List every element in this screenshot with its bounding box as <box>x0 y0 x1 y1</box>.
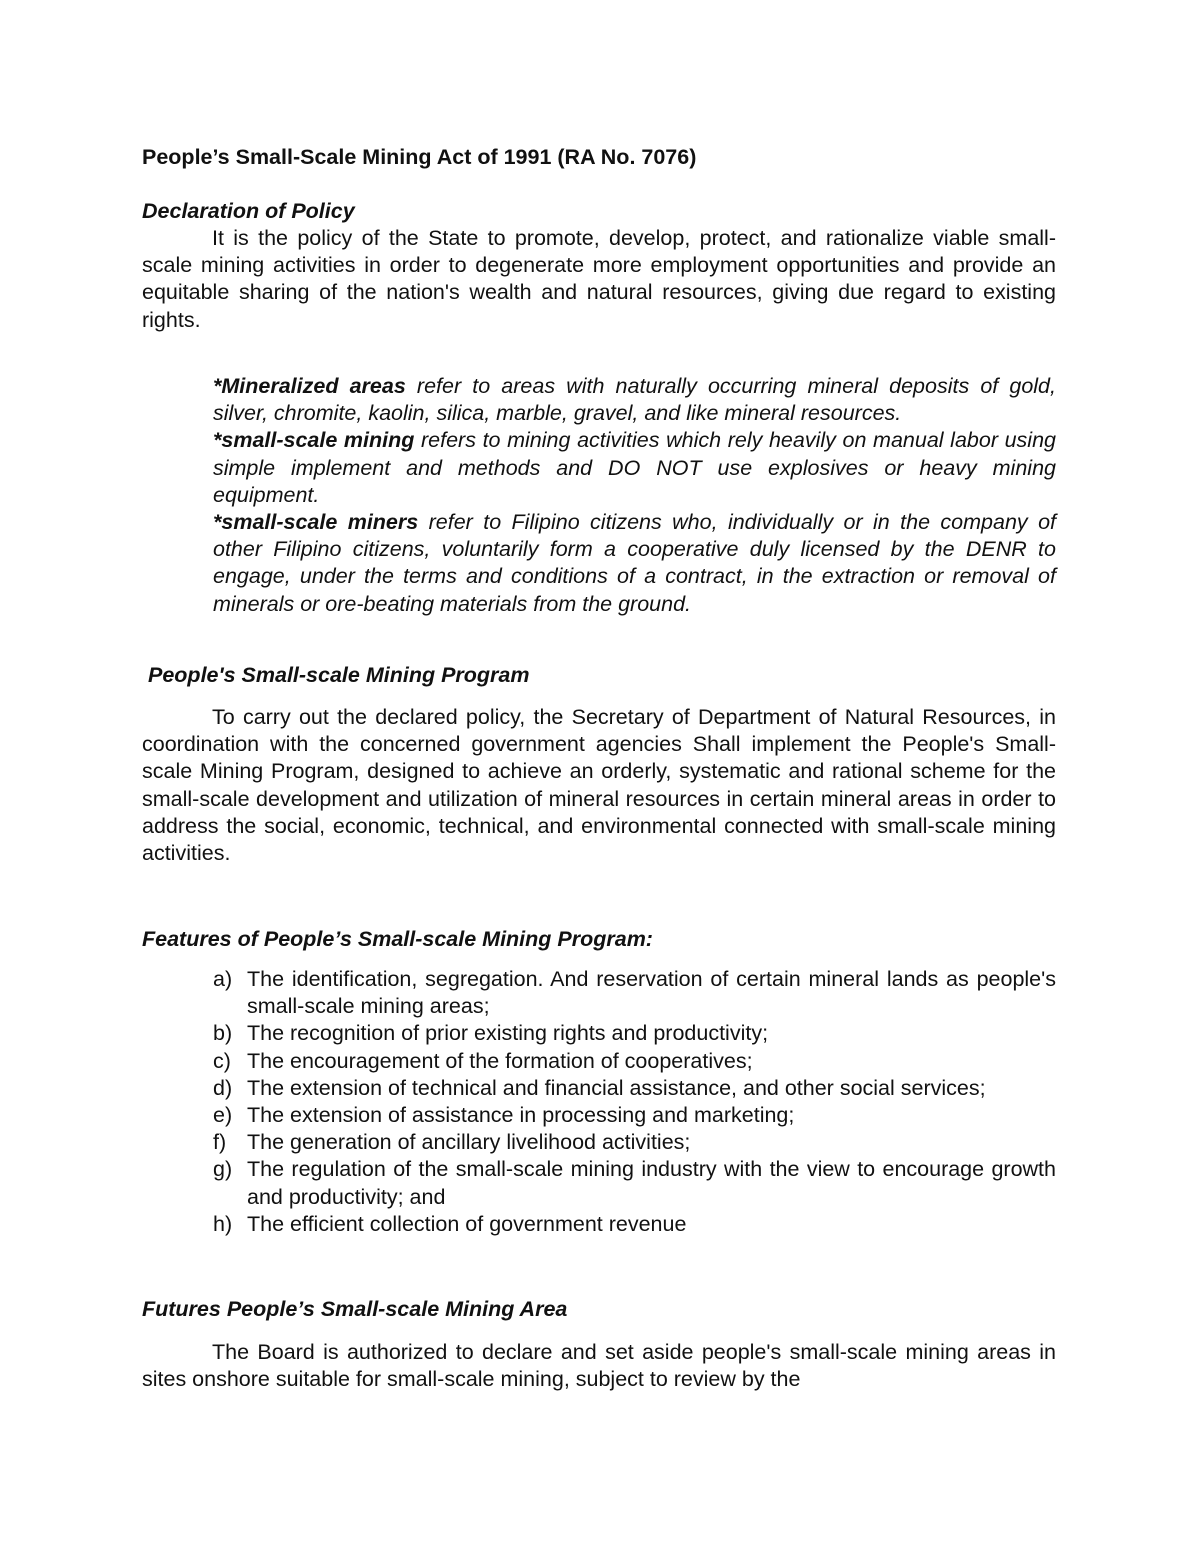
list-item <box>213 1211 1056 1238</box>
declaration-paragraph <box>142 225 1056 334</box>
program-heading: People's Small-scale Mining Program <box>148 663 530 687</box>
definition-text: refer to areas with naturally occurring mineral deposits of gold, silver, chromite, kaolin, silica, marble, gravel, and like mineral resources. <box>213 374 1056 426</box>
list-marker: h) <box>213 1211 233 1236</box>
list-item-text: The extension of assistance in processing and marketing; <box>247 1103 795 1128</box>
list-item <box>213 1020 1056 1047</box>
list-item-text: The encouragement of the formation of cooperatives; <box>247 1048 753 1073</box>
features-list <box>213 966 1056 1238</box>
definition-term: *Mineralized areas <box>213 374 406 398</box>
definition-small-scale-miners <box>213 509 1056 618</box>
list-marker: a) <box>213 967 233 991</box>
list-marker: c) <box>213 1048 231 1073</box>
definition-text: refer to Filipino citizens who, individually or in the company of other Filipino citizens, voluntarily form a cooperative duly licensed by the DENR to engage, under the terms and conditions of a contract, in the extraction or removal of minerals or ore-beating materials from the ground. <box>213 510 1056 616</box>
list-item-text: The generation of ancillary livelihood activities; <box>247 1130 691 1155</box>
declaration-text: It is the policy of the State to promote, develop, protect, and rationalize viable small-scale mining activities in order to degenerate more employment opportunities and provide an equitable sharing of the nation's wealth and natural resources, giving due regard to existing rights. <box>142 226 1056 332</box>
definition-small-scale-mining <box>213 427 1056 509</box>
list-marker: b) <box>213 1021 233 1046</box>
features-heading: Features of People’s Small-scale Mining Program: <box>142 927 653 951</box>
list-marker: f) <box>213 1130 227 1155</box>
list-item <box>213 966 1056 1020</box>
definition-term: *small-scale miners <box>213 510 419 535</box>
list-item-text: The extension of technical and financial assistance, and other social services; <box>247 1075 986 1100</box>
definition-term: *small-scale mining <box>213 428 415 453</box>
list-item-text: The regulation of the small-scale mining industry with the view to encourage growth and productivity; and <box>247 1157 1056 1209</box>
list-item <box>213 1075 1056 1102</box>
list-item-text: The identification, segregation. And reservation of certain mineral lands as people's small-scale mining areas; <box>247 967 1056 1019</box>
list-item-text: The recognition of prior existing rights and productivity; <box>247 1021 769 1046</box>
definition-text: refers to mining activities which rely heavily on manual labor using simple implement and methods and DO NOT use explosives or heavy mining equipment. <box>213 428 1056 507</box>
list-item <box>213 1156 1056 1210</box>
list-item <box>213 1102 1056 1129</box>
list-item-text: The efficient collection of government revenue <box>247 1211 687 1236</box>
program-text: To carry out the declared policy, the Secretary of Department of Natural Resources, in coordination with the concerned government agencies Shall implement the People's Small-scale Mining Program, designed to achieve an orderly, systematic and rational scheme for the small-scale development and utilization of mineral resources in certain mineral areas in order to address the social, economic, technical, and environmental connected with small-scale mining activities. <box>142 705 1056 866</box>
list-item <box>213 1129 1056 1156</box>
list-marker: e) <box>213 1103 233 1128</box>
list-marker: g) <box>213 1157 233 1182</box>
area-heading: Futures People’s Small-scale Mining Area <box>142 1297 568 1321</box>
definition-mineralized-areas <box>213 373 1056 427</box>
list-marker: d) <box>213 1075 233 1100</box>
program-paragraph <box>142 704 1056 867</box>
list-item <box>213 1048 1056 1075</box>
declaration-heading: Declaration of Policy <box>142 199 355 223</box>
area-text: The Board is authorized to declare and set aside people's small-scale mining areas in sites onshore suitable for small-scale mining, subject to review by the <box>142 1340 1056 1392</box>
definitions-block <box>213 373 1056 618</box>
area-paragraph <box>142 1339 1056 1393</box>
document-title: People’s Small-Scale Mining Act of 1991 (RA No. 7076) <box>142 145 697 169</box>
